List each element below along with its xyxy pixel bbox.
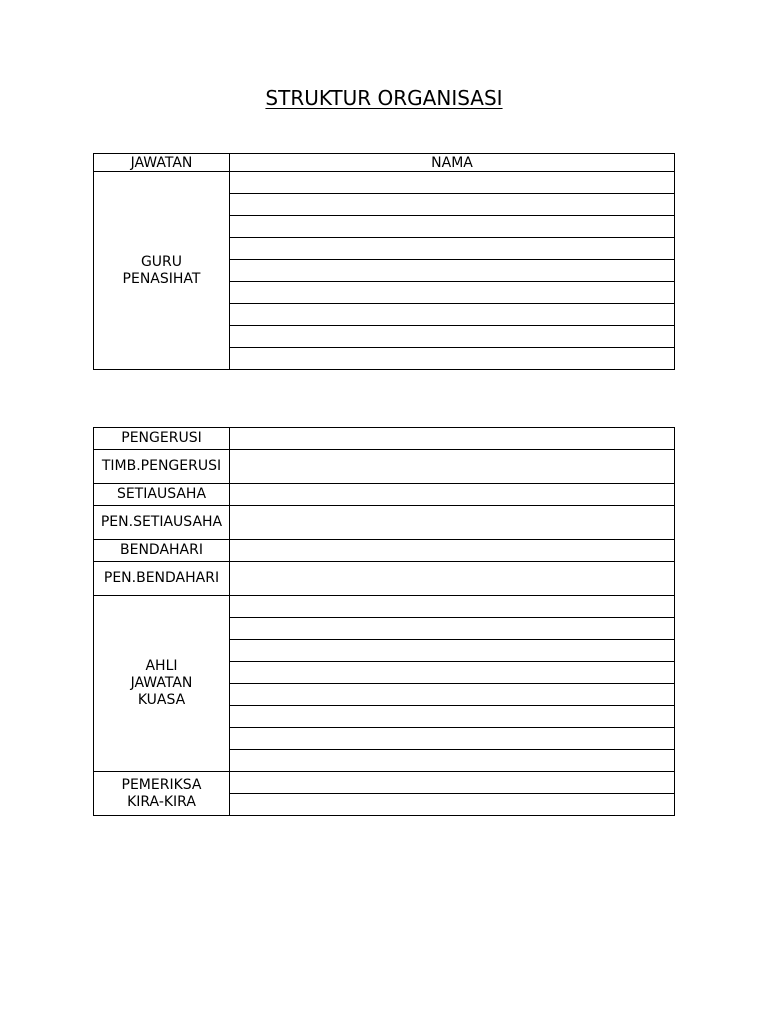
- table-row: [94, 562, 675, 596]
- pengerusi-label: PENGERUSI: [94, 428, 230, 450]
- name-cell[interactable]: [230, 728, 675, 750]
- ahli-jawatan-kuasa-text: AHLI JAWATAN KUASA: [130, 658, 193, 708]
- name-cell[interactable]: [230, 484, 675, 506]
- table-row: [94, 484, 675, 506]
- name-cell[interactable]: [230, 684, 675, 706]
- name-cell[interactable]: [230, 450, 675, 484]
- page-title: STRUKTUR ORGANISASI: [265, 86, 503, 110]
- pen-setiausaha-label: PEN.SETIAUSAHA: [94, 506, 230, 540]
- name-cell[interactable]: [230, 662, 675, 684]
- name-cell[interactable]: [230, 706, 675, 728]
- guru-penasihat-table: [93, 153, 675, 370]
- ahli-jawatan-kuasa-label: [94, 596, 230, 772]
- setiausaha-label: SETIAUSAHA: [94, 484, 230, 506]
- name-cell[interactable]: [230, 540, 675, 562]
- name-cell[interactable]: [230, 282, 675, 304]
- name-cell[interactable]: [230, 172, 675, 194]
- table-row: [94, 172, 675, 194]
- table-row: [94, 596, 675, 618]
- name-cell[interactable]: [230, 238, 675, 260]
- name-cell[interactable]: [230, 428, 675, 450]
- pemeriksa-kira-kira-text: PEMERIKSA KIRA-KIRA: [121, 776, 202, 810]
- name-cell[interactable]: [230, 506, 675, 540]
- name-cell[interactable]: [230, 596, 675, 618]
- name-cell[interactable]: [230, 348, 675, 370]
- header-jawatan: JAWATAN: [94, 154, 230, 172]
- name-cell[interactable]: [230, 216, 675, 238]
- name-cell[interactable]: [230, 326, 675, 348]
- name-cell[interactable]: [230, 618, 675, 640]
- header-nama: NAMA: [230, 154, 675, 172]
- table-row: [94, 772, 675, 794]
- bendahari-label: BENDAHARI: [94, 540, 230, 562]
- guru-penasihat-label: [94, 172, 230, 370]
- pemeriksa-kira-kira-label: [94, 772, 230, 816]
- table-row: [94, 428, 675, 450]
- name-cell[interactable]: [230, 260, 675, 282]
- table-row: [94, 506, 675, 540]
- table-row: [94, 450, 675, 484]
- table-row: [94, 540, 675, 562]
- table-header-row: [94, 154, 675, 172]
- name-cell[interactable]: [230, 750, 675, 772]
- pen-bendahari-label: PEN.BENDAHARI: [94, 562, 230, 596]
- name-cell[interactable]: [230, 772, 675, 794]
- name-cell[interactable]: [230, 304, 675, 326]
- name-cell[interactable]: [230, 562, 675, 596]
- name-cell[interactable]: [230, 194, 675, 216]
- guru-penasihat-text: GURU PENASIHAT: [122, 253, 201, 287]
- name-cell[interactable]: [230, 794, 675, 816]
- timb-pengerusi-label: TIMB.PENGERUSI: [94, 450, 230, 484]
- name-cell[interactable]: [230, 640, 675, 662]
- jawatankuasa-table: [93, 427, 675, 816]
